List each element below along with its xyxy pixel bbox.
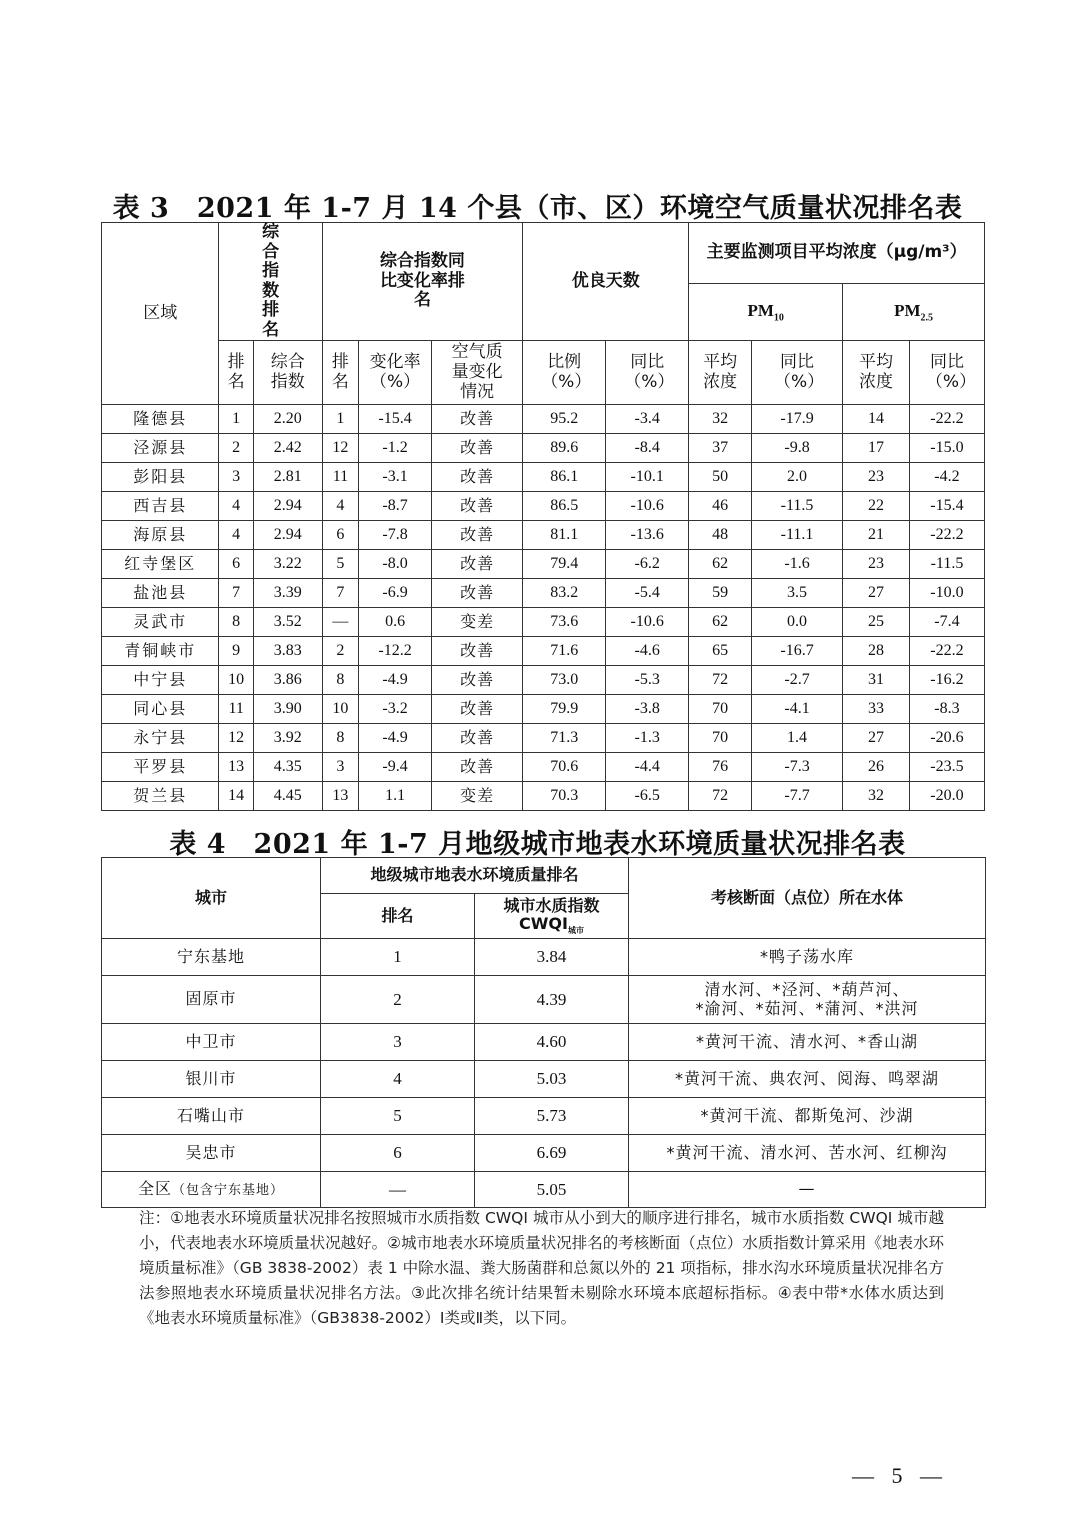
region-cell: 平罗县 <box>102 753 219 782</box>
pm25-avg-cell: 32 <box>843 782 910 811</box>
rank-cell: 11 <box>219 695 253 724</box>
pm10-yoy-cell: -1.6 <box>751 550 842 579</box>
good-days-header: 优良天数 <box>523 223 689 341</box>
good-yoy-cell: -4.4 <box>606 753 689 782</box>
table-row <box>102 492 985 521</box>
pm25-avg-cell: 21 <box>843 521 910 550</box>
aq-change-cell: 变差 <box>432 608 523 637</box>
pm25-yoy-cell: -10.0 <box>909 579 984 608</box>
good-ratio-cell: 70.3 <box>523 782 606 811</box>
region-cell: 贺兰县 <box>102 782 219 811</box>
cwqi-header: 城市水质指数 $CWQI_{城市}$ <box>475 894 629 939</box>
rank-cell: 1 <box>219 405 253 434</box>
good-yoy-cell: -10.6 <box>606 608 689 637</box>
change-rate-cell: -1.2 <box>359 434 432 463</box>
rank-cell: 13 <box>219 753 253 782</box>
pm25-yoy-cell: -23.5 <box>909 753 984 782</box>
region-cell: 海原县 <box>102 521 219 550</box>
good-yoy-cell: -4.6 <box>606 637 689 666</box>
change-rate-header: 变化率（%） <box>359 341 432 405</box>
water-rank-cell: 2 <box>321 976 475 1024</box>
good-ratio-cell: 70.6 <box>523 753 606 782</box>
rank-cell: 4 <box>219 521 253 550</box>
change-rank-cell: 11 <box>322 463 358 492</box>
change-rank-cell: 12 <box>322 434 358 463</box>
water-body-cell: 清水河、*泾河、*葫芦河、 *渝河、*茹河、*蒲河、*洪河 <box>629 976 986 1024</box>
cwqi-cell: 6.69 <box>475 1135 629 1172</box>
total-city-label: 全区 <box>137 1179 172 1199</box>
pm10-avg-cell: 62 <box>689 608 752 637</box>
good-ratio-cell: 73.0 <box>523 666 606 695</box>
pm25-yoy-cell: -22.2 <box>909 405 984 434</box>
composite-index-cell: 2.81 <box>253 463 322 492</box>
pm25-avg-cell: 27 <box>843 579 910 608</box>
rank-cell: 6 <box>219 550 253 579</box>
pm10-yoy-header: 同比（%） <box>751 341 842 405</box>
pm25-avg-cell: 33 <box>843 695 910 724</box>
water-rank-cell: 5 <box>321 1098 475 1135</box>
composite-index-cell: 2.20 <box>253 405 322 434</box>
table-row <box>102 579 985 608</box>
rank-cell: 4 <box>219 492 253 521</box>
pm25-avg-cell: 31 <box>843 666 910 695</box>
air-quality-table <box>101 222 985 811</box>
pm10-avg-cell: 72 <box>689 666 752 695</box>
pm25-yoy-cell: -15.4 <box>909 492 984 521</box>
pm10-header: $PM_{10}$ <box>689 284 843 341</box>
good-yoy-cell: -8.4 <box>606 434 689 463</box>
region-cell: 永宁县 <box>102 724 219 753</box>
table-row <box>102 434 985 463</box>
pm10-yoy-cell: -11.1 <box>751 521 842 550</box>
good-yoy-cell: -10.1 <box>606 463 689 492</box>
good-ratio-cell: 86.5 <box>523 492 606 521</box>
water-body-cell: *黄河干流、清水河、苦水河、红柳沟 <box>629 1135 986 1172</box>
aq-change-cell: 改善 <box>432 579 523 608</box>
water-body-cell: *黄河干流、典农河、阅海、鸣翠湖 <box>629 1061 986 1098</box>
change-rate-cell: -12.2 <box>359 637 432 666</box>
rank-cell: 9 <box>219 637 253 666</box>
change-rank-cell: 2 <box>322 637 358 666</box>
cwqi-cell: 3.84 <box>475 939 629 976</box>
table-row <box>102 637 985 666</box>
region-cell: 泾源县 <box>102 434 219 463</box>
pm25-yoy-cell: -22.2 <box>909 521 984 550</box>
good-days-yoy-header: 同比（%） <box>606 341 689 405</box>
good-ratio-cell: 89.6 <box>523 434 606 463</box>
pm10-avg-cell: 48 <box>689 521 752 550</box>
table-row <box>102 1135 986 1172</box>
pm25-avg-cell: 25 <box>843 608 910 637</box>
region-cell: 同心县 <box>102 695 219 724</box>
good-ratio-cell: 73.6 <box>523 608 606 637</box>
change-rank-cell: — <box>322 608 358 637</box>
pm10-yoy-cell: -16.7 <box>751 637 842 666</box>
pm10-avg-cell: 65 <box>689 637 752 666</box>
table-row <box>102 724 985 753</box>
table-row <box>102 405 985 434</box>
table-row <box>102 753 985 782</box>
change-rate-cell: 0.6 <box>359 608 432 637</box>
good-yoy-cell: -13.6 <box>606 521 689 550</box>
pm10-yoy-cell: -9.8 <box>751 434 842 463</box>
composite-index-cell: 3.92 <box>253 724 322 753</box>
water-rank-cell: 1 <box>321 939 475 976</box>
table-row <box>102 1024 986 1061</box>
good-yoy-cell: -3.4 <box>606 405 689 434</box>
pm10-avg-cell: 70 <box>689 695 752 724</box>
aq-change-cell: 改善 <box>432 637 523 666</box>
pm25-yoy-cell: -8.3 <box>909 695 984 724</box>
region-cell: 隆德县 <box>102 405 219 434</box>
region-cell: 盐池县 <box>102 579 219 608</box>
pm10-yoy-cell: -7.7 <box>751 782 842 811</box>
good-ratio-cell: 71.6 <box>523 637 606 666</box>
pm25-yoy-cell: -20.6 <box>909 724 984 753</box>
pm25-avg-cell: 23 <box>843 463 910 492</box>
region-cell: 灵武市 <box>102 608 219 637</box>
pm25-avg-cell: 17 <box>843 434 910 463</box>
pm10-avg-cell: 62 <box>689 550 752 579</box>
aq-change-cell: 改善 <box>432 492 523 521</box>
water-rank-cell: 6 <box>321 1135 475 1172</box>
water-body-header: 考核断面（点位）所在水体 <box>629 858 986 939</box>
good-yoy-cell: -10.6 <box>606 492 689 521</box>
aq-change-cell: 改善 <box>432 521 523 550</box>
change-rank-cell: 7 <box>322 579 358 608</box>
pm10-yoy-cell: -2.7 <box>751 666 842 695</box>
pm10-avg-cell: 32 <box>689 405 752 434</box>
change-rate-cell: -4.9 <box>359 666 432 695</box>
good-yoy-cell: -6.2 <box>606 550 689 579</box>
pm10-yoy-cell: 1.4 <box>751 724 842 753</box>
region-cell: 西吉县 <box>102 492 219 521</box>
pm10-yoy-cell: 3.5 <box>751 579 842 608</box>
pollutant-header: 主要监测项目平均浓度（μg/m³） <box>689 223 985 284</box>
change-rank-cell: 13 <box>322 782 358 811</box>
pm25-yoy-cell: -22.2 <box>909 637 984 666</box>
pm25-yoy-cell: -20.0 <box>909 782 984 811</box>
composite-index-cell: 3.83 <box>253 637 322 666</box>
water-body-cell: *黄河干流、都斯兔河、沙湖 <box>629 1098 986 1135</box>
rank-cell: 3 <box>219 463 253 492</box>
pm25-yoy-cell: -16.2 <box>909 666 984 695</box>
good-ratio-cell: 79.9 <box>523 695 606 724</box>
city-cell: 固原市 <box>102 976 321 1024</box>
good-ratio-cell: 83.2 <box>523 579 606 608</box>
pm10-yoy-cell: -17.9 <box>751 405 842 434</box>
change-rate-cell: -3.2 <box>359 695 432 724</box>
region-cell: 中宁县 <box>102 666 219 695</box>
pm25-yoy-cell: -11.5 <box>909 550 984 579</box>
good-yoy-cell: -1.3 <box>606 724 689 753</box>
change-rank-cell: 10 <box>322 695 358 724</box>
pm25-yoy-cell: -7.4 <box>909 608 984 637</box>
table-row <box>102 695 985 724</box>
pm25-avg-cell: 14 <box>843 405 910 434</box>
pm10-avg-cell: 37 <box>689 434 752 463</box>
pm25-avg-cell: 27 <box>843 724 910 753</box>
table-row <box>102 521 985 550</box>
pm25-avg-cell: 28 <box>843 637 910 666</box>
city-cell: 石嘴山市 <box>102 1098 321 1135</box>
composite-index-cell: 2.42 <box>253 434 322 463</box>
aq-change-cell: 改善 <box>432 550 523 579</box>
composite-index-cell: 2.94 <box>253 521 322 550</box>
pm10-yoy-cell: 0.0 <box>751 608 842 637</box>
total-city-cell <box>102 1172 321 1208</box>
water-rank-group-header: 地级城市地表水环境质量排名 <box>321 858 629 894</box>
change-rank-subheader: 排名 <box>322 341 358 405</box>
pm10-yoy-cell: -7.3 <box>751 753 842 782</box>
composite-index-cell: 2.94 <box>253 492 322 521</box>
region-cell: 彭阳县 <box>102 463 219 492</box>
composite-index-cell: 4.45 <box>253 782 322 811</box>
rank-cell: 8 <box>219 608 253 637</box>
aq-change-header: 空气质量变化情况 <box>432 341 523 405</box>
ratio-header: 比例（%） <box>523 341 606 405</box>
good-ratio-cell: 79.4 <box>523 550 606 579</box>
good-ratio-cell: 71.3 <box>523 724 606 753</box>
change-rank-cell: 1 <box>322 405 358 434</box>
cwqi-cell: 5.73 <box>475 1098 629 1135</box>
composite-index-cell: 3.86 <box>253 666 322 695</box>
pm10-yoy-cell: -4.1 <box>751 695 842 724</box>
table-row <box>102 463 985 492</box>
city-header: 城市 <box>102 858 321 939</box>
composite-index-cell: 3.90 <box>253 695 322 724</box>
change-rate-cell: -6.9 <box>359 579 432 608</box>
aq-change-cell: 变差 <box>432 782 523 811</box>
composite-index-cell: 3.22 <box>253 550 322 579</box>
pm10-avg-cell: 76 <box>689 753 752 782</box>
city-cell: 银川市 <box>102 1061 321 1098</box>
rank-cell: 12 <box>219 724 253 753</box>
rank-cell: 14 <box>219 782 253 811</box>
table-row <box>102 976 986 1024</box>
aq-change-cell: 改善 <box>432 695 523 724</box>
pm10-yoy-cell: 2.0 <box>751 463 842 492</box>
table-row <box>102 550 985 579</box>
change-rate-cell: -7.8 <box>359 521 432 550</box>
pm10-avg-cell: 72 <box>689 782 752 811</box>
composite-rank-header: 综合指数排名 <box>219 223 322 341</box>
pm25-yoy-cell: -15.0 <box>909 434 984 463</box>
aq-change-cell: 改善 <box>432 434 523 463</box>
water-rank-cell: 3 <box>321 1024 475 1061</box>
aq-change-cell: 改善 <box>432 666 523 695</box>
good-yoy-cell: -3.8 <box>606 695 689 724</box>
pm25-avg-cell: 23 <box>843 550 910 579</box>
page-number: — 5 — <box>852 1463 948 1488</box>
change-rank-cell: 6 <box>322 521 358 550</box>
good-ratio-cell: 81.1 <box>523 521 606 550</box>
water-rank-cell: 4 <box>321 1061 475 1098</box>
change-rank-cell: 4 <box>322 492 358 521</box>
pm25-header: $PM_{2.5}$ <box>843 284 985 341</box>
water-quality-table <box>101 857 986 1208</box>
pm25-avg-cell: 26 <box>843 753 910 782</box>
pm25-avg-cell: 22 <box>843 492 910 521</box>
composite-index-cell: 3.39 <box>253 579 322 608</box>
change-rank-cell: 5 <box>322 550 358 579</box>
rank-header: 排名 <box>219 341 253 405</box>
table-row <box>102 939 986 976</box>
cwqi-cell: 4.39 <box>475 976 629 1024</box>
total-row <box>102 1172 986 1208</box>
water-body-cell: *黄河干流、清水河、*香山湖 <box>629 1024 986 1061</box>
table-row <box>102 782 985 811</box>
change-rate-cell: -4.9 <box>359 724 432 753</box>
table3-title: 表 3 2021 年 1-7 月 14 个县（市、区）环境空气质量状况排名表 <box>112 193 963 224</box>
composite-index-cell: 3.52 <box>253 608 322 637</box>
change-rank-cell: 8 <box>322 724 358 753</box>
table-row <box>102 608 985 637</box>
change-rate-cell: -8.0 <box>359 550 432 579</box>
good-yoy-cell: -5.4 <box>606 579 689 608</box>
change-rank-cell: 8 <box>322 666 358 695</box>
good-yoy-cell: -5.3 <box>606 666 689 695</box>
table-row <box>102 1061 986 1098</box>
pm10-avg-cell: 50 <box>689 463 752 492</box>
pm10-avg-cell: 46 <box>689 492 752 521</box>
table-row <box>102 1098 986 1135</box>
region-cell: 红寺堡区 <box>102 550 219 579</box>
pm10-avg-cell: 59 <box>689 579 752 608</box>
aq-change-cell: 改善 <box>432 405 523 434</box>
change-rate-cell: -3.1 <box>359 463 432 492</box>
pm10-avg-header: 平均浓度 <box>689 341 752 405</box>
region-cell: 青铜峡市 <box>102 637 219 666</box>
pm10-avg-cell: 70 <box>689 724 752 753</box>
change-rank-cell: 3 <box>322 753 358 782</box>
good-yoy-cell: -6.5 <box>606 782 689 811</box>
rank-cell: 10 <box>219 666 253 695</box>
table-note: 注：①地表水环境质量状况排名按照城市水质指数 CWQI 城市从小到大的顺序进行排名，城市水质指数 CWQI 城市越小，代表地表水环境质量状况越好。②城市地表水环境质量状况排名的考核断面（点位）水质指数计算采用《地表水环境质量标准》（GB 3838-2002）表 1 中除水温、粪大肠菌群和总氮以外的 21 项指标，排水沟水环境质量状况排名方法参照地表水环境质量状况排名方法。③此次排名统计结果暂未剔除水环境本底超标指标。④表中带*水体水质达到《地表水环境质量标准》（GB3838-2002）Ⅰ类或Ⅱ类，以下同。 <box>139 1209 944 1327</box>
change-rate-cell: -8.7 <box>359 492 432 521</box>
pm25-yoy-cell: -4.2 <box>909 463 984 492</box>
total-city-note: （包含宁东基地） <box>172 1183 285 1199</box>
table-row <box>102 666 985 695</box>
pm25-avg-header: 平均浓度 <box>843 341 910 405</box>
water-rank-header: 排名 <box>321 894 475 939</box>
total-rank-cell: — <box>321 1172 475 1208</box>
total-water-cell: — <box>629 1172 986 1208</box>
composite-index-header: 综合指数 <box>253 341 322 405</box>
rank-cell: 2 <box>219 434 253 463</box>
pm25-yoy-header: 同比（%） <box>909 341 984 405</box>
good-ratio-cell: 95.2 <box>523 405 606 434</box>
change-rank-header: 综合指数同比变化率排名 <box>322 223 522 341</box>
aq-change-cell: 改善 <box>432 753 523 782</box>
rank-cell: 7 <box>219 579 253 608</box>
change-rate-cell: -15.4 <box>359 405 432 434</box>
aq-change-cell: 改善 <box>432 724 523 753</box>
aq-change-cell: 改善 <box>432 463 523 492</box>
cwqi-cell: 4.60 <box>475 1024 629 1061</box>
good-ratio-cell: 86.1 <box>523 463 606 492</box>
total-cwqi-cell: 5.05 <box>475 1172 629 1208</box>
pm10-yoy-cell: -11.5 <box>751 492 842 521</box>
water-body-cell: *鸭子荡水库 <box>629 939 986 976</box>
cwqi-cell: 5.03 <box>475 1061 629 1098</box>
city-cell: 宁东基地 <box>102 939 321 976</box>
change-rate-cell: -9.4 <box>359 753 432 782</box>
city-cell: 中卫市 <box>102 1024 321 1061</box>
table4-title: 表 4 2021 年 1-7 月地级城市地表水环境质量状况排名表 <box>169 829 906 860</box>
region-header: 区域 <box>102 223 219 405</box>
composite-index-cell: 4.35 <box>253 753 322 782</box>
change-rate-cell: 1.1 <box>359 782 432 811</box>
city-cell: 吴忠市 <box>102 1135 321 1172</box>
